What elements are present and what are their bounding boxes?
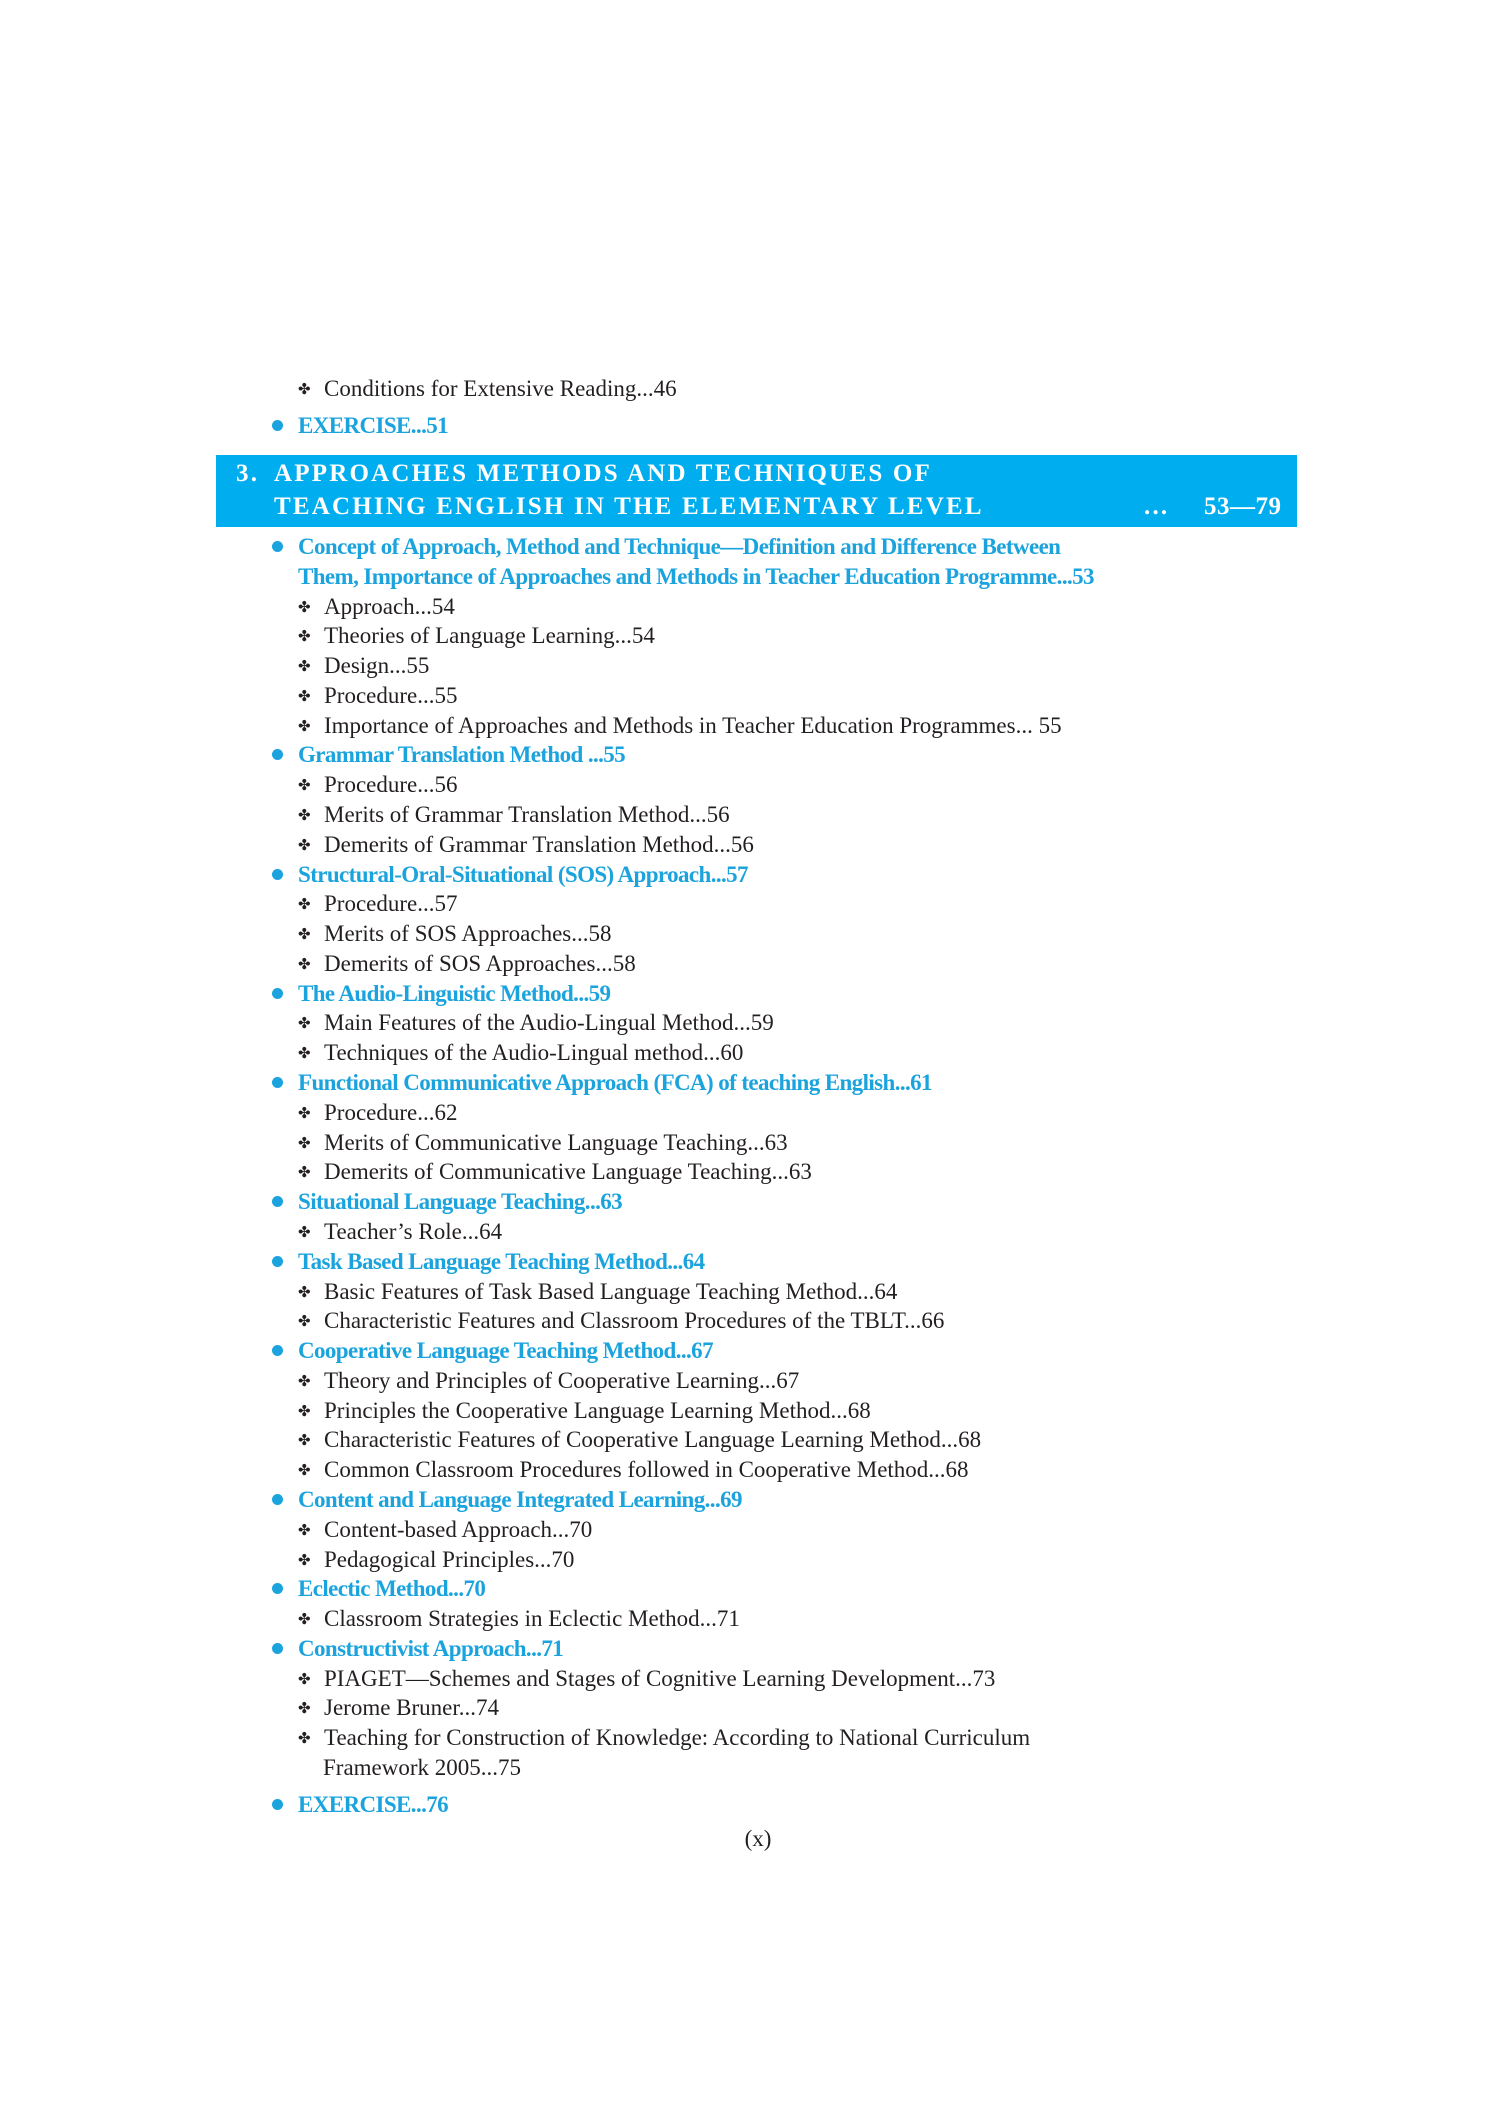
entry-text: Grammar Translation Method ...55	[298, 742, 626, 768]
bullet-dot-icon	[272, 1077, 283, 1088]
toc-subsection-entry	[298, 1366, 799, 1396]
entry-text: Demerits of Grammar Translation Method...56	[324, 831, 754, 857]
toc-section-entry	[272, 1187, 622, 1217]
entry-text: Merits of Communicative Language Teaching...63	[324, 1129, 788, 1155]
entry-text: Eclectic Method...70	[298, 1576, 486, 1602]
toc-subsection-entry	[298, 1157, 812, 1187]
entry-text: Approach...54	[324, 593, 455, 619]
clover-bullet-icon: ✤	[298, 1433, 311, 1450]
toc-section-entry	[272, 1336, 713, 1366]
entry-text: Content-based Approach...70	[324, 1516, 593, 1542]
clover-bullet-icon: ✤	[298, 1373, 311, 1390]
toc-section-entry	[272, 979, 610, 1009]
entry-text: Situational Language Teaching...63	[298, 1189, 623, 1215]
entry-text: Concept of Approach, Method and Technique—Definition and Difference Between	[298, 534, 1061, 559]
clover-bullet-icon: ✤	[298, 1135, 311, 1152]
toc-section-entry	[272, 1068, 932, 1098]
toc-section-entry	[272, 740, 625, 770]
entry-text: Design...55	[324, 653, 430, 679]
clover-bullet-icon: ✤	[298, 1403, 311, 1420]
bullet-dot-icon	[272, 1256, 283, 1267]
toc-subsection-entry	[298, 1396, 871, 1426]
clover-bullet-icon: ✤	[298, 1463, 311, 1480]
entry-text: Merits of Grammar Translation Method...56	[324, 802, 730, 828]
toc-subsection-entry	[298, 1008, 774, 1038]
entry-text: Framework 2005...75	[323, 1754, 522, 1780]
entry-text: Procedure...56	[324, 772, 458, 798]
clover-bullet-icon: ✤	[298, 1701, 311, 1718]
entry-text: Merits of SOS Approaches...58	[324, 921, 612, 947]
toc-subsection-entry	[298, 1425, 981, 1455]
page-number: (x)	[744, 1826, 772, 1851]
toc-subsection-entry	[298, 374, 677, 404]
clover-bullet-icon: ✤	[298, 956, 311, 973]
toc-section-entry	[272, 1247, 705, 1277]
toc-subsection-entry	[298, 1277, 897, 1307]
entry-text: Them, Importance of Approaches and Methods in Teacher Education Programme...53	[298, 563, 1094, 589]
entry-text: Demerits of SOS Approaches...58	[324, 950, 636, 976]
toc-section-entry	[272, 532, 1060, 562]
clover-bullet-icon: ✤	[298, 1105, 311, 1122]
entry-text: Importance of Approaches and Methods in Teacher Education Programmes... 55	[324, 712, 1062, 738]
clover-bullet-icon: ✤	[298, 659, 311, 676]
toc-subsection-entry	[298, 1455, 969, 1485]
toc-subsection-entry	[298, 1693, 499, 1723]
entry-text: Principles the Cooperative Language Learning Method...68	[324, 1397, 871, 1423]
clover-bullet-icon: ✤	[298, 1522, 311, 1539]
toc-section-entry	[298, 562, 1094, 592]
chapter-dots: ...	[1144, 493, 1170, 520]
entry-text: Demerits of Communicative Language Teaching...63	[324, 1159, 812, 1185]
bullet-dot-icon	[272, 1196, 283, 1207]
toc-subsection-entry	[298, 800, 730, 830]
clover-bullet-icon: ✤	[298, 629, 311, 646]
entry-text: Cooperative Language Teaching Method...67	[298, 1338, 713, 1364]
toc-subsection-entry	[298, 592, 455, 622]
toc-subsection-entry	[298, 1217, 502, 1247]
entry-text: Jerome Bruner...74	[324, 1695, 500, 1721]
entry-text: Common Classroom Procedures followed in Cooperative Method...68	[324, 1457, 969, 1483]
toc-subsection-entry	[323, 1753, 521, 1783]
clover-bullet-icon: ✤	[298, 778, 311, 795]
bullet-dot-icon	[272, 1583, 283, 1594]
bullet-dot-icon	[272, 1643, 283, 1654]
entry-text: Conditions for Extensive Reading...46	[324, 376, 677, 401]
entry-text: Functional Communicative Approach (FCA) of teaching English...61	[298, 1070, 932, 1096]
bullet-dot-icon	[272, 869, 283, 880]
bullet-dot-icon	[272, 1494, 283, 1505]
toc-subsection-entry	[298, 949, 636, 979]
entry-text: Procedure...62	[324, 1099, 458, 1125]
toc-subsection-entry	[298, 919, 611, 949]
clover-bullet-icon: ✤	[298, 1224, 311, 1241]
toc-section-entry	[272, 411, 448, 441]
clover-bullet-icon: ✤	[298, 837, 311, 854]
chapter-pages: 53—79	[1204, 493, 1282, 520]
clover-bullet-icon: ✤	[298, 1671, 311, 1688]
clover-bullet-icon: ✤	[298, 897, 311, 914]
clover-bullet-icon: ✤	[298, 808, 311, 825]
toc-subsection-entry	[298, 1098, 458, 1128]
toc-subsection-entry	[298, 651, 429, 681]
entry-text: Techniques of the Audio-Lingual method...60	[324, 1040, 744, 1066]
bullet-dot-icon	[272, 1799, 283, 1810]
clover-bullet-icon: ✤	[298, 927, 311, 944]
clover-bullet-icon: ✤	[298, 688, 311, 705]
entry-text: Pedagogical Principles...70	[324, 1546, 575, 1572]
toc-subsection-entry	[298, 1306, 944, 1336]
clover-bullet-icon: ✤	[298, 1552, 311, 1569]
toc-section-entry	[272, 860, 748, 890]
chapter-title-line2: TEACHING ENGLISH IN THE ELEMENTARY LEVEL	[274, 493, 984, 520]
entry-text: Content and Language Integrated Learning...69	[298, 1486, 742, 1512]
toc-subsection-entry	[298, 1664, 995, 1694]
toc-section-entry	[272, 1790, 448, 1820]
clover-bullet-icon: ✤	[298, 1612, 311, 1629]
toc-subsection-entry	[298, 1515, 592, 1545]
entry-text: Theories of Language Learning...54	[324, 623, 655, 649]
toc-subsection-entry	[298, 889, 458, 919]
toc-section-entry	[272, 1634, 563, 1664]
entry-text: EXERCISE...51	[298, 413, 449, 438]
entry-text: The Audio-Linguistic Method...59	[298, 980, 611, 1006]
toc-subsection-entry	[298, 1723, 1030, 1753]
entry-text: Theory and Principles of Cooperative Learning...67	[324, 1367, 800, 1393]
entry-text: Characteristic Features and Classroom Procedures of the TBLT...66	[324, 1308, 945, 1334]
clover-bullet-icon: ✤	[298, 382, 311, 398]
entry-text: Teacher’s Role...64	[324, 1218, 503, 1244]
entry-text: PIAGET—Schemes and Stages of Cognitive Learning Development...73	[324, 1665, 996, 1691]
toc-subsection-entry	[298, 1545, 574, 1575]
clover-bullet-icon: ✤	[298, 718, 311, 735]
entry-text: Teaching for Construction of Knowledge: According to National Curriculum	[324, 1725, 1031, 1751]
bullet-dot-icon	[272, 541, 283, 552]
toc-subsection-entry	[298, 770, 458, 800]
clover-bullet-icon: ✤	[298, 1731, 311, 1748]
clover-bullet-icon: ✤	[298, 1046, 311, 1063]
clover-bullet-icon: ✤	[298, 1165, 311, 1182]
clover-bullet-icon: ✤	[298, 1314, 311, 1331]
chapter-number: 3.	[236, 460, 260, 487]
bullet-dot-icon	[272, 988, 283, 999]
entry-text: Main Features of the Audio-Lingual Method...59	[324, 1010, 774, 1036]
entry-text: Classroom Strategies in Eclectic Method...71	[324, 1606, 740, 1632]
entry-text: EXERCISE...76	[298, 1792, 449, 1817]
bullet-dot-icon	[272, 749, 283, 760]
toc-subsection-entry	[298, 830, 754, 860]
entry-text: Procedure...57	[324, 891, 458, 917]
entry-text: Procedure...55	[324, 682, 458, 708]
entry-text: Structural-Oral-Situational (SOS) Approach...57	[298, 861, 748, 887]
chapter-banner	[216, 455, 1297, 527]
bullet-dot-icon	[272, 1345, 283, 1356]
clover-bullet-icon: ✤	[298, 599, 311, 616]
clover-bullet-icon: ✤	[298, 1016, 311, 1033]
entry-text: Characteristic Features of Cooperative Language Learning Method...68	[324, 1427, 982, 1453]
toc-section-entry	[272, 1485, 742, 1515]
toc-subsection-entry	[298, 621, 655, 651]
toc-subsection-entry	[298, 1128, 788, 1158]
clover-bullet-icon: ✤	[298, 1284, 311, 1301]
entry-text: Basic Features of Task Based Language Teaching Method...64	[324, 1278, 898, 1304]
entry-text: Task Based Language Teaching Method...64	[298, 1248, 705, 1274]
chapter-title-line1: APPROACHES METHODS AND TECHNIQUES OF	[274, 460, 932, 487]
bullet-dot-icon	[272, 420, 283, 431]
toc-subsection-entry	[298, 711, 1062, 741]
toc-subsection-entry	[298, 1038, 743, 1068]
toc-subsection-entry	[298, 681, 458, 711]
toc-section-entry	[272, 1574, 485, 1604]
toc-subsection-entry	[298, 1604, 740, 1634]
entry-text: Constructivist Approach...71	[298, 1635, 564, 1661]
